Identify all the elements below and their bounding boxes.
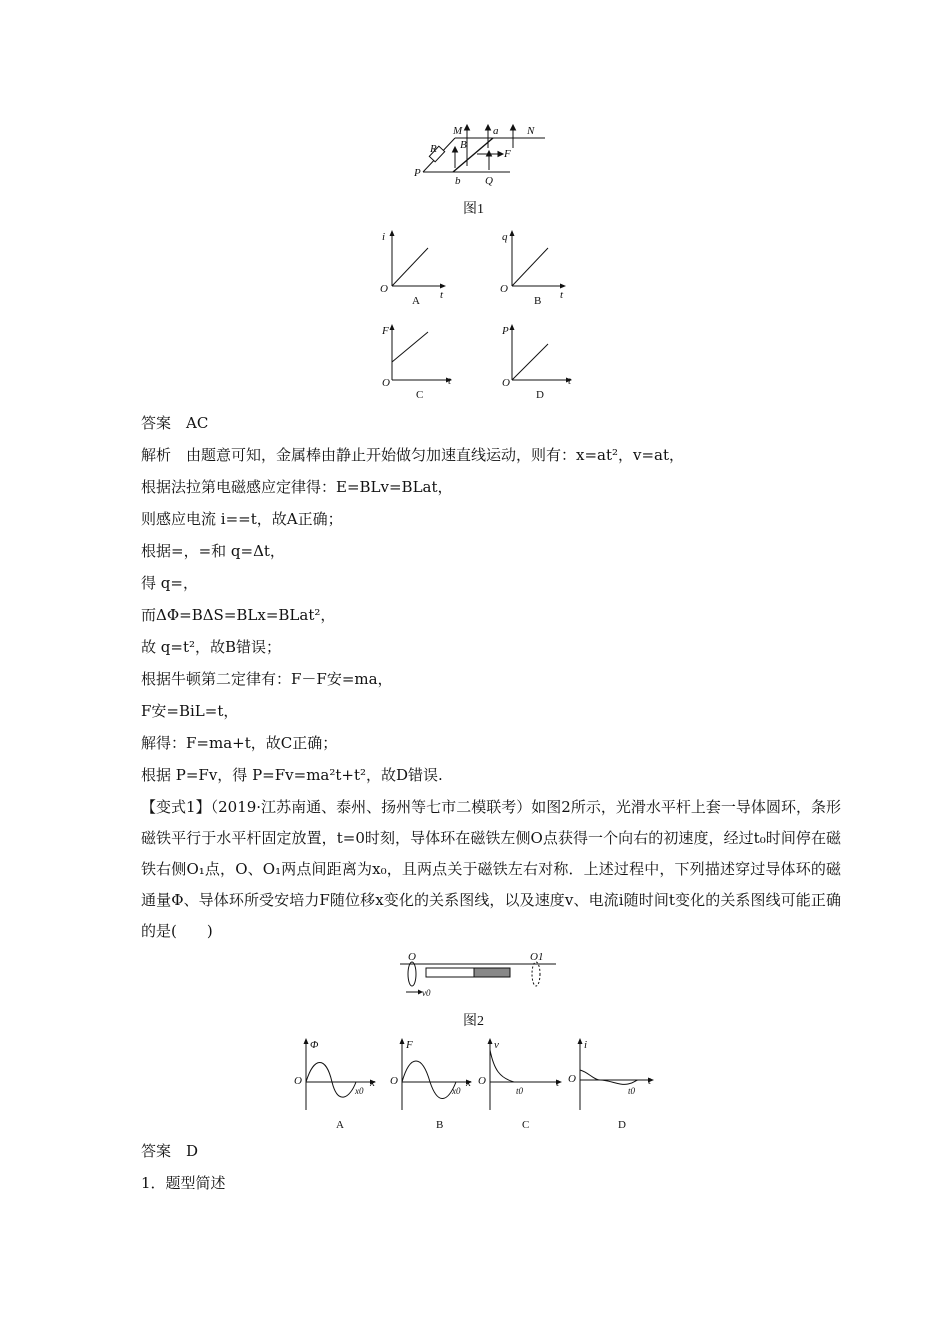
graph-top-a-ylabel: i	[382, 231, 386, 243]
graph-top-d	[496, 322, 576, 402]
solution-line-6: 而ΔΦ=BΔS=BLx=BLat²，	[141, 606, 336, 624]
graph-bottom-a	[292, 1036, 382, 1134]
graph-bottom-a-ylabel: Φ	[310, 1039, 319, 1051]
graph-top-d-ylabel: P	[502, 325, 509, 337]
graph-bottom-d-caption: D	[618, 1119, 626, 1131]
graph-bottom-a-mark: x0	[355, 1086, 364, 1096]
graph-top-b	[496, 228, 576, 308]
graph-bottom-b-caption: B	[436, 1119, 444, 1131]
graph-top-b-origin: O	[500, 283, 508, 295]
label-F: F	[504, 148, 511, 160]
figure-1	[405, 122, 555, 190]
figure-1-caption: 图1	[463, 202, 484, 217]
solution-line-11: 根据 P=Fv，得 P=Fv=ma²t+t²，故D错误.	[141, 766, 443, 784]
graph-bottom-c-xlabel: t	[556, 1077, 560, 1089]
graph-top-b-ylabel: q	[502, 231, 508, 243]
graph-top-b-xlabel: t	[560, 289, 564, 301]
graph-bottom-a-caption: A	[336, 1119, 344, 1131]
variant-question: 【变式1】（2019·江苏南通、泰州、扬州等七市二模联考）如图2所示，光滑水平杆上套一导体圆环，条形磁铁平行于水平杆固定放置，t=0时刻，导体环在磁铁左侧O点获得一个向右的初速度，经过t₀时间停在磁铁右侧O₁点，O、O₁两点间距离为x₀，且两点关于磁铁左右对称．上述过程中，下列描述穿过导体环的磁通量Φ、导体环所受安培力F随位移x变化的关系图线，以及速度v、电流i随时间t变化的关系图线可能正确的是( )	[141, 798, 841, 940]
graph-top-c-caption: C	[416, 389, 424, 401]
figure-2	[398, 948, 558, 1000]
graph-bottom-b-ylabel: F	[406, 1039, 413, 1051]
solution-line-7: 故 q=t²，故B错误；	[141, 638, 282, 656]
graph-bottom-d	[566, 1036, 666, 1134]
graph-bottom-c-mark: t0	[516, 1086, 524, 1096]
graph-top-c	[376, 322, 456, 402]
graph-bottom-b	[388, 1036, 478, 1134]
solution-line-5: 得 q=，	[141, 574, 198, 592]
graph-bottom-c-caption: C	[522, 1119, 530, 1131]
graph-top-d-caption: D	[536, 389, 544, 401]
label-M: M	[453, 125, 463, 137]
answer-1: 答案 AC	[141, 414, 209, 432]
solution-line-10: 解得：F=ma+t，故C正确；	[141, 734, 338, 752]
solution-line-2: 根据法拉第电磁感应定律得：E=BLv=BLat，	[141, 478, 453, 496]
graph-bottom-c	[478, 1036, 568, 1134]
graph-top-c-ylabel: F	[382, 325, 389, 337]
graph-bottom-b-xlabel: x	[466, 1077, 471, 1089]
graph-bottom-b-origin: O	[390, 1075, 398, 1087]
label-b: b	[455, 175, 461, 187]
solution-line-8: 根据牛顿第二定律有：F－F安=ma，	[141, 670, 393, 688]
graph-top-b-caption: B	[534, 295, 542, 307]
graph-bottom-a-origin: O	[294, 1075, 302, 1087]
graph-top-a-caption: A	[412, 295, 420, 307]
graph-bottom-d-origin: O	[568, 1073, 576, 1085]
graph-top-a-origin: O	[380, 283, 388, 295]
section-heading: 1．题型简述	[141, 1174, 226, 1192]
graph-bottom-c-ylabel: v	[494, 1039, 499, 1051]
solution-line-1: 解析 由题意可知，金属棒由静止开始做匀加速直线运动，则有：x=at²，v=at，	[141, 446, 685, 464]
graph-bottom-b-mark: x0	[452, 1086, 461, 1096]
graph-top-a	[376, 228, 456, 308]
solution-line-9: F安=BiL=t，	[141, 702, 239, 720]
graph-bottom-d-xlabel: t	[648, 1075, 652, 1087]
label-R: R	[430, 143, 437, 155]
label-B: B	[460, 139, 467, 151]
graph-top-a-xlabel: t	[440, 289, 444, 301]
graph-bottom-c-origin: O	[478, 1075, 486, 1087]
solution-line-3: 则感应电流 i==t，故A正确；	[141, 510, 343, 528]
label-P: P	[414, 167, 421, 179]
graph-top-c-origin: O	[382, 377, 390, 389]
graph-top-d-origin: O	[502, 377, 510, 389]
label-a: a	[493, 125, 499, 137]
graph-bottom-d-mark: t0	[628, 1086, 636, 1096]
label-Q: Q	[485, 175, 493, 187]
graph-bottom-d-ylabel: i	[584, 1039, 588, 1051]
label-v0: v0	[422, 988, 431, 998]
graph-top-c-xlabel: t	[448, 375, 452, 387]
answer-2: 答案 D	[141, 1142, 199, 1160]
graph-top-d-xlabel: t	[568, 375, 572, 387]
graph-bottom-a-xlabel: x	[370, 1077, 375, 1089]
label-O: O	[408, 951, 416, 963]
label-O1: O1	[530, 951, 544, 963]
figure-2-caption: 图2	[463, 1014, 484, 1029]
solution-line-4: 根据=，=和 q=Δt，	[141, 542, 285, 560]
label-N: N	[527, 125, 535, 137]
